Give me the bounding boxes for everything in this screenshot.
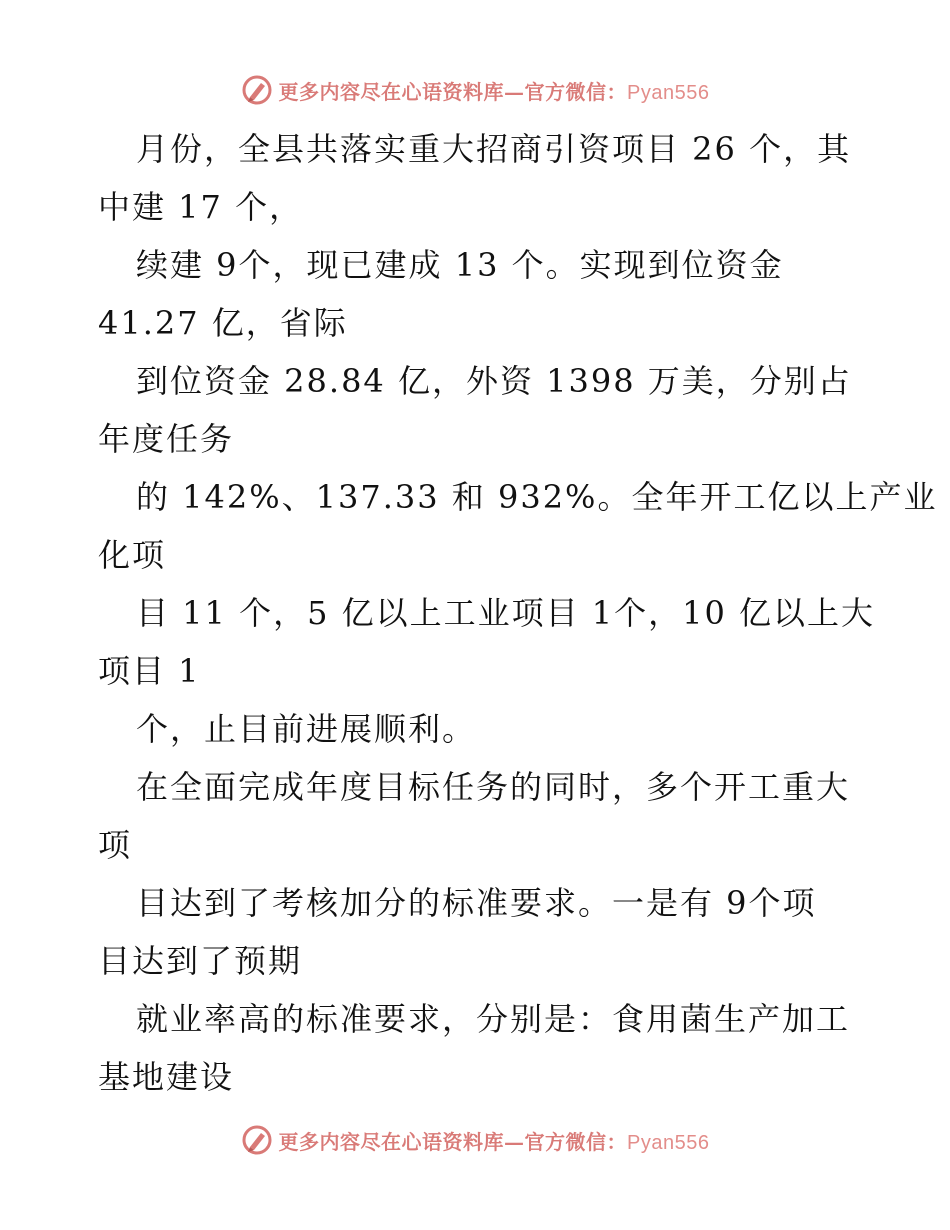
body-line: 基地建设 bbox=[98, 1058, 235, 1096]
document-body bbox=[98, 120, 938, 1106]
footer-banner-cn: 更多内容尽在心语资料库—官方微信： bbox=[278, 1129, 628, 1154]
pen-logo-icon bbox=[241, 1124, 273, 1156]
body-line: 月份，全县共落实重大招商引资项目 26 个，其 bbox=[136, 130, 852, 168]
body-line: 项目 1 bbox=[98, 652, 201, 690]
header-banner-en: Pyan556 bbox=[627, 81, 710, 104]
pen-logo-icon bbox=[241, 74, 273, 106]
body-line: 目达到了预期 bbox=[98, 942, 303, 980]
body-line: 41.27 亿，省际 bbox=[98, 304, 348, 342]
body-line: 的 142%、137.33 和 932%。全年开工亿以上产业 bbox=[136, 478, 938, 516]
body-line: 个，止目前进展顺利。 bbox=[136, 710, 477, 748]
footer-banner-en: Pyan556 bbox=[627, 1131, 710, 1154]
footer-watermark bbox=[0, 1120, 950, 1160]
header-watermark-text bbox=[279, 76, 710, 105]
body-line: 年度任务 bbox=[98, 420, 235, 458]
body-line: 就业率高的标准要求，分别是：食用菌生产加工 bbox=[136, 1000, 851, 1038]
footer-watermark-text bbox=[279, 1126, 710, 1155]
body-line: 目 11 个，5 亿以上工业项目 1个，10 亿以上大 bbox=[136, 594, 876, 632]
body-line: 续建 9个，现已建成 13 个。实现到位资金 bbox=[136, 246, 784, 284]
body-line: 化项 bbox=[98, 536, 167, 574]
header-banner-cn: 更多内容尽在心语资料库—官方微信： bbox=[278, 79, 628, 104]
body-line: 到位资金 28.84 亿，外资 1398 万美，分别占 bbox=[136, 362, 852, 400]
header-watermark bbox=[0, 70, 950, 110]
body-line: 项 bbox=[98, 826, 133, 864]
body-line: 中建 17 个， bbox=[98, 188, 304, 226]
body-line: 在全面完成年度目标任务的同时，多个开工重大 bbox=[136, 768, 851, 806]
body-line: 目达到了考核加分的标准要求。一是有 9个项 bbox=[136, 884, 817, 922]
